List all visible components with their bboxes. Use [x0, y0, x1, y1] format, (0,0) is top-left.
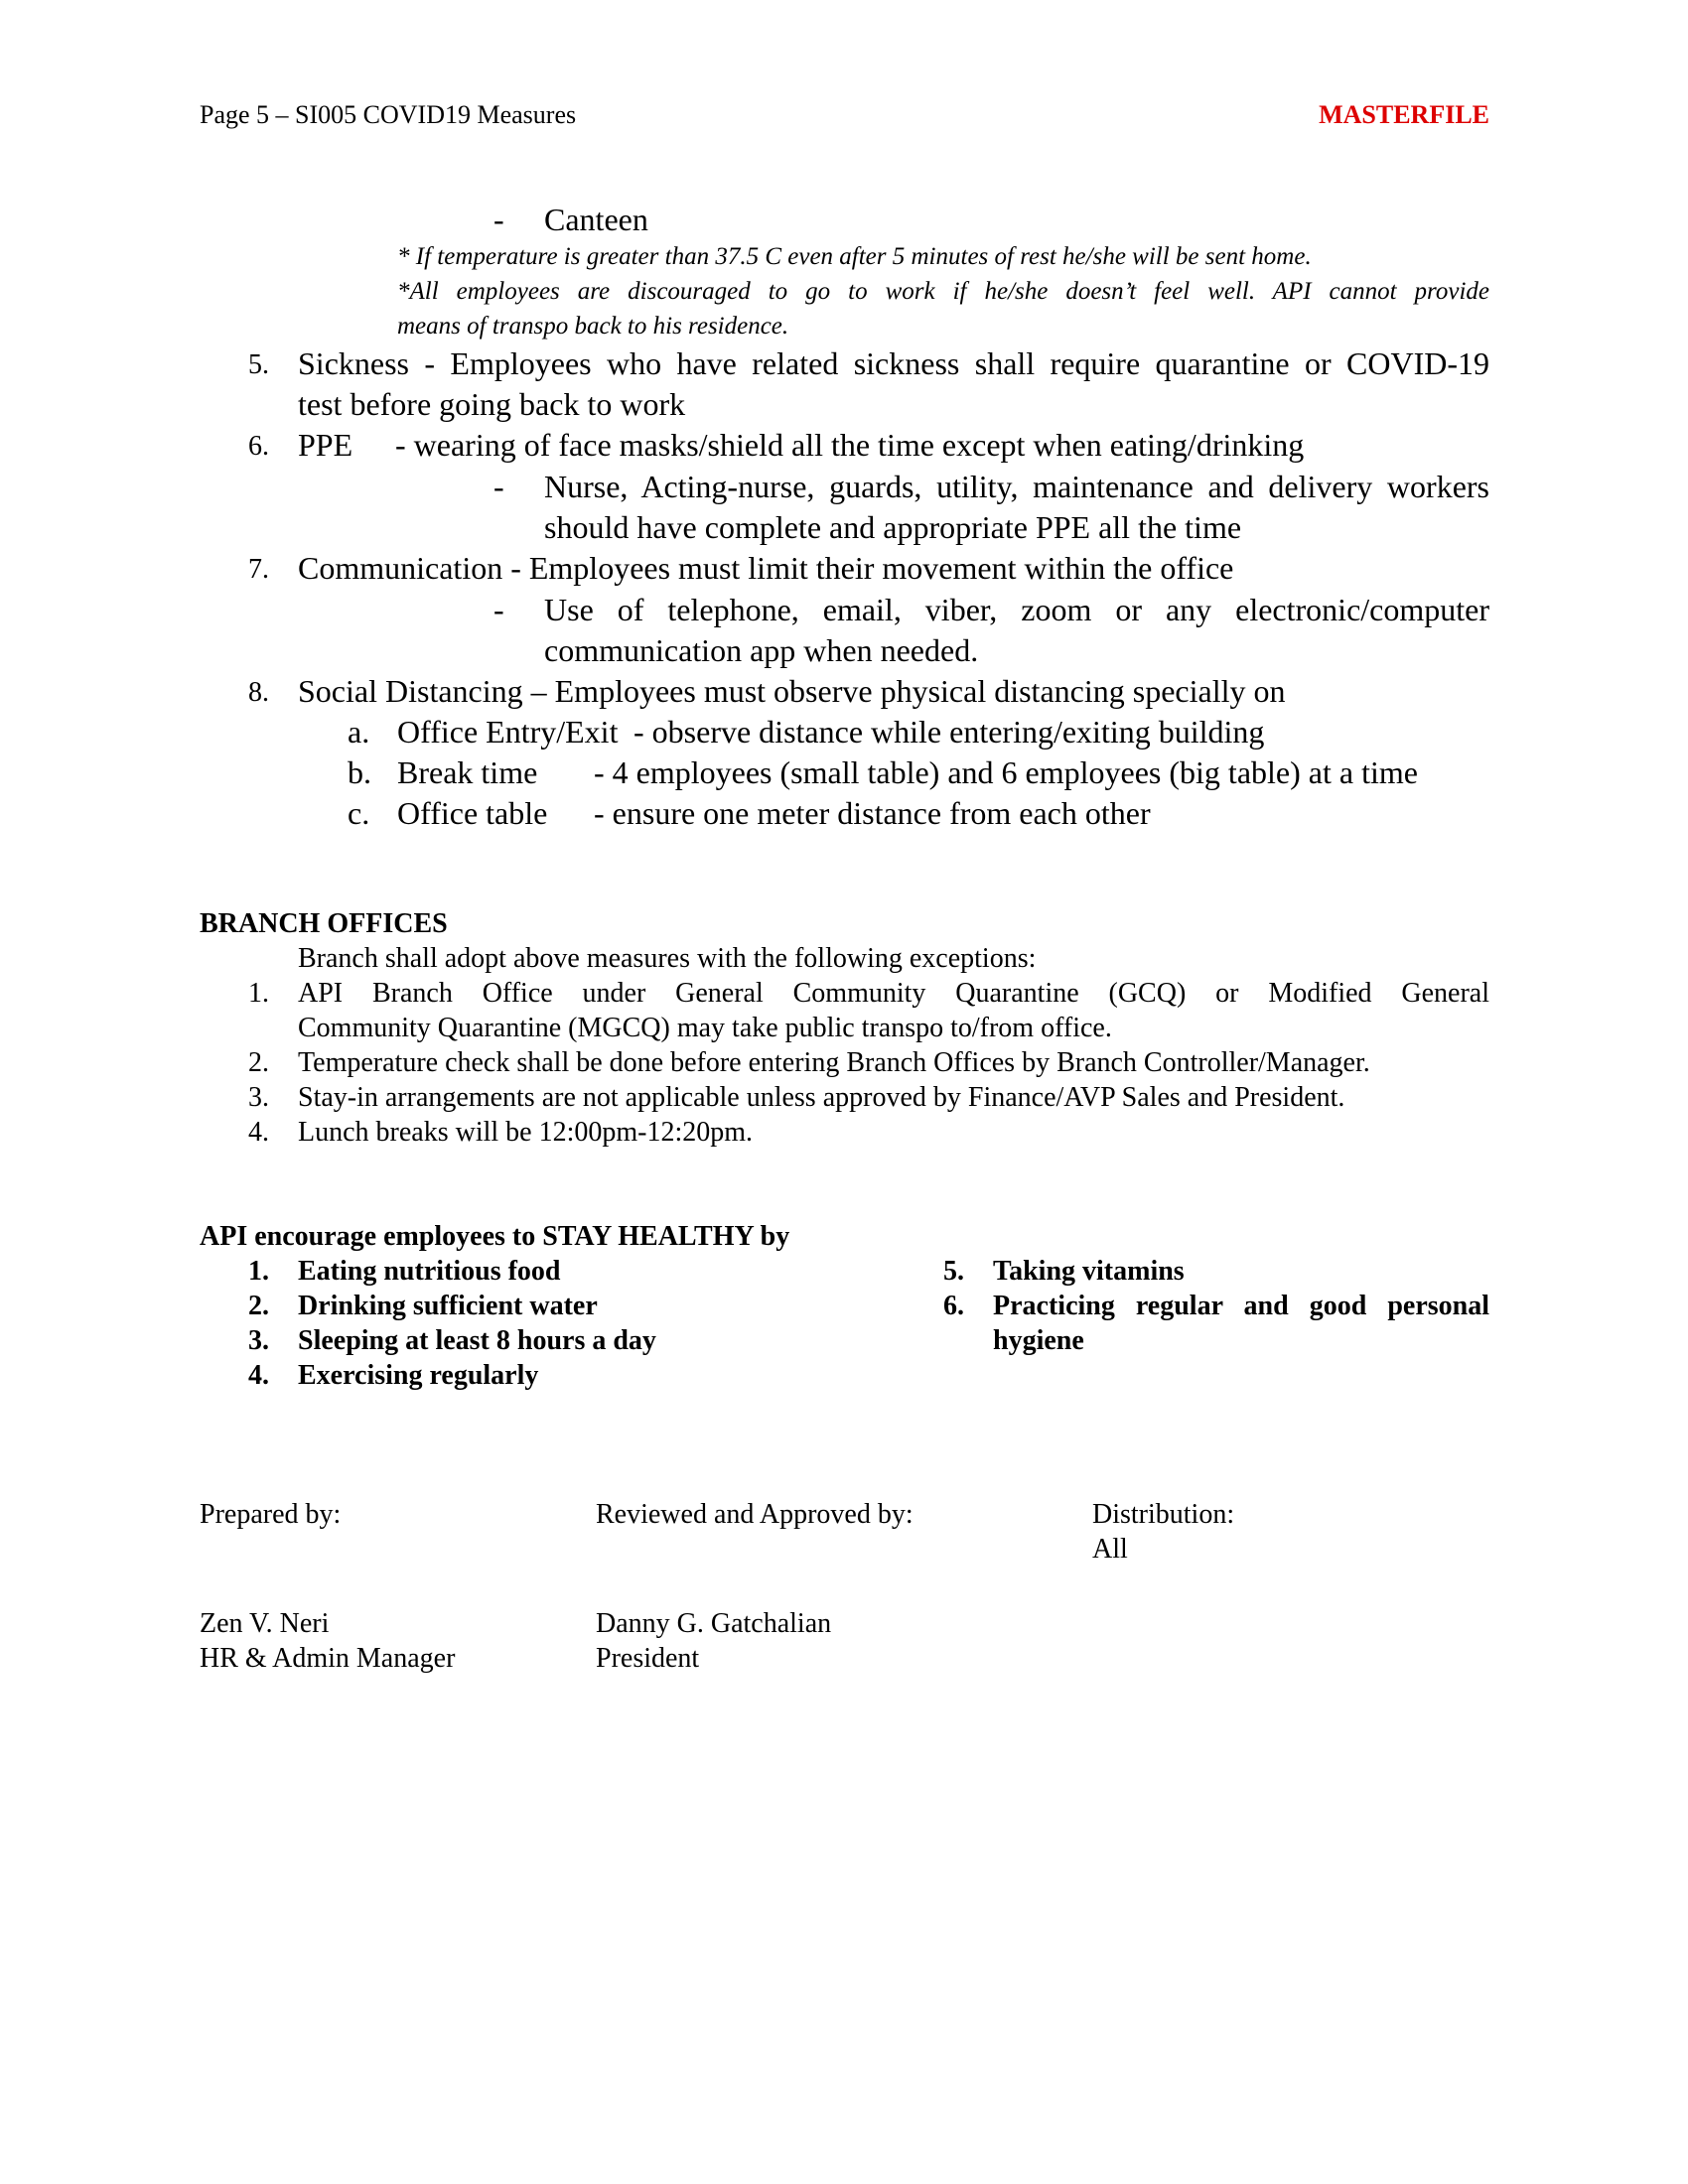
item-8a-letter: a.: [348, 714, 370, 750]
item-8c-text: - ensure one meter distance from each other: [594, 795, 1151, 831]
branch-item-3-text: Stay-in arrangements are not applicable unless approved by Finance/AVP Sales and President.: [298, 1082, 1345, 1113]
item-8-number: 8.: [248, 677, 269, 708]
approver-name: Danny G. Gatchalian: [596, 1608, 832, 1639]
preparer-title: HR & Admin Manager: [200, 1643, 456, 1674]
item-7-text: Communication - Employees must limit their movement within the office: [298, 550, 1234, 586]
item-5-number: 5.: [248, 349, 269, 380]
branch-item-4-number: 4.: [248, 1117, 269, 1148]
healthy-item-2-text: Drinking sufficient water: [298, 1291, 598, 1321]
healthy-item-3-text: Sleeping at least 8 hours a day: [298, 1325, 656, 1356]
healthy-item-6-line2: hygiene: [993, 1325, 1084, 1356]
item-8b-letter: b.: [348, 754, 371, 790]
healthy-item-1-number: 1.: [248, 1256, 269, 1287]
item-6-label: PPE: [298, 427, 353, 463]
healthy-item-6-line1: Practicing regular and good personal: [993, 1291, 1489, 1321]
masterfile-label: MASTERFILE: [1319, 100, 1489, 129]
note-temperature: * If temperature is greater than 37.5 C even after 5 minutes of rest he/she will be sent home.: [397, 243, 1312, 270]
distribution-value: All: [1092, 1534, 1128, 1565]
item-6-sub-line2: should have complete and appropriate PPE all the time: [544, 509, 1242, 545]
item-8b-text: - 4 employees (small table) and 6 employees (big table) at a time: [594, 754, 1418, 790]
item-5-line2: test before going back to work: [298, 386, 686, 422]
healthy-item-6-number: 6.: [943, 1291, 964, 1321]
item-8b-label: Break time: [397, 754, 538, 790]
branch-offices-title: BRANCH OFFICES: [200, 908, 448, 939]
approver-title: President: [596, 1643, 700, 1674]
stay-healthy-title: API encourage employees to STAY HEALTHY by: [200, 1221, 790, 1252]
item-8c-label: Office table: [397, 795, 548, 831]
branch-item-2-number: 2.: [248, 1047, 269, 1078]
item-7-sub-line2: communication app when needed.: [544, 632, 979, 668]
branch-item-1-line1: API Branch Office under General Community Quarantine (GCQ) or Modified General: [298, 978, 1489, 1009]
note-discouraged: *All employees are discouraged to go to work if he/she doesn’t feel well. API cannot provide: [397, 278, 1489, 305]
branch-item-3-number: 3.: [248, 1082, 269, 1113]
item-5-line1: Sickness - Employees who have related sickness shall require quarantine or COVID-19: [298, 345, 1489, 381]
note-transpo: means of transpo back to his residence.: [397, 313, 789, 340]
item-8a-text: - observe distance while entering/exiting building: [633, 714, 1265, 750]
item-6-sub-dash: -: [493, 469, 504, 504]
item-8-text: Social Distancing – Employees must observe physical distancing specially on: [298, 673, 1286, 709]
healthy-item-5-text: Taking vitamins: [993, 1256, 1185, 1287]
item-7-number: 7.: [248, 554, 269, 585]
branch-item-1-number: 1.: [248, 978, 269, 1009]
branch-item-4-text: Lunch breaks will be 12:00pm-12:20pm.: [298, 1117, 754, 1148]
healthy-item-4-number: 4.: [248, 1360, 269, 1391]
healthy-item-2-number: 2.: [248, 1291, 269, 1321]
canteen-text: Canteen: [544, 202, 648, 237]
preparer-name: Zen V. Neri: [200, 1608, 330, 1639]
healthy-item-1-text: Eating nutritious food: [298, 1256, 561, 1287]
canteen-dash: -: [493, 202, 504, 237]
item-8c-letter: c.: [348, 795, 370, 831]
healthy-item-4-text: Exercising regularly: [298, 1360, 539, 1391]
item-6-text: - wearing of face masks/shield all the time except when eating/drinking: [395, 427, 1305, 463]
page-header-left: Page 5 – SI005 COVID19 Measures: [200, 100, 577, 129]
item-6-sub-line1: Nurse, Acting-nurse, guards, utility, maintenance and delivery workers: [544, 469, 1489, 504]
reviewed-approved-label: Reviewed and Approved by:: [596, 1499, 914, 1530]
item-7-sub-line1: Use of telephone, email, viber, zoom or any electronic/computer: [544, 592, 1489, 627]
item-8a-label: Office Entry/Exit: [397, 714, 619, 750]
distribution-label: Distribution:: [1092, 1499, 1235, 1530]
item-6-number: 6.: [248, 431, 269, 462]
item-7-sub-dash: -: [493, 592, 504, 627]
prepared-by-label: Prepared by:: [200, 1499, 342, 1530]
healthy-item-5-number: 5.: [943, 1256, 964, 1287]
healthy-item-3-number: 3.: [248, 1325, 269, 1356]
branch-item-1-line2: Community Quarantine (MGCQ) may take public transpo to/from office.: [298, 1013, 1112, 1043]
branch-item-2-text: Temperature check shall be done before entering Branch Offices by Branch Controller/Manager.: [298, 1047, 1370, 1078]
branch-intro: Branch shall adopt above measures with the following exceptions:: [298, 943, 1037, 974]
